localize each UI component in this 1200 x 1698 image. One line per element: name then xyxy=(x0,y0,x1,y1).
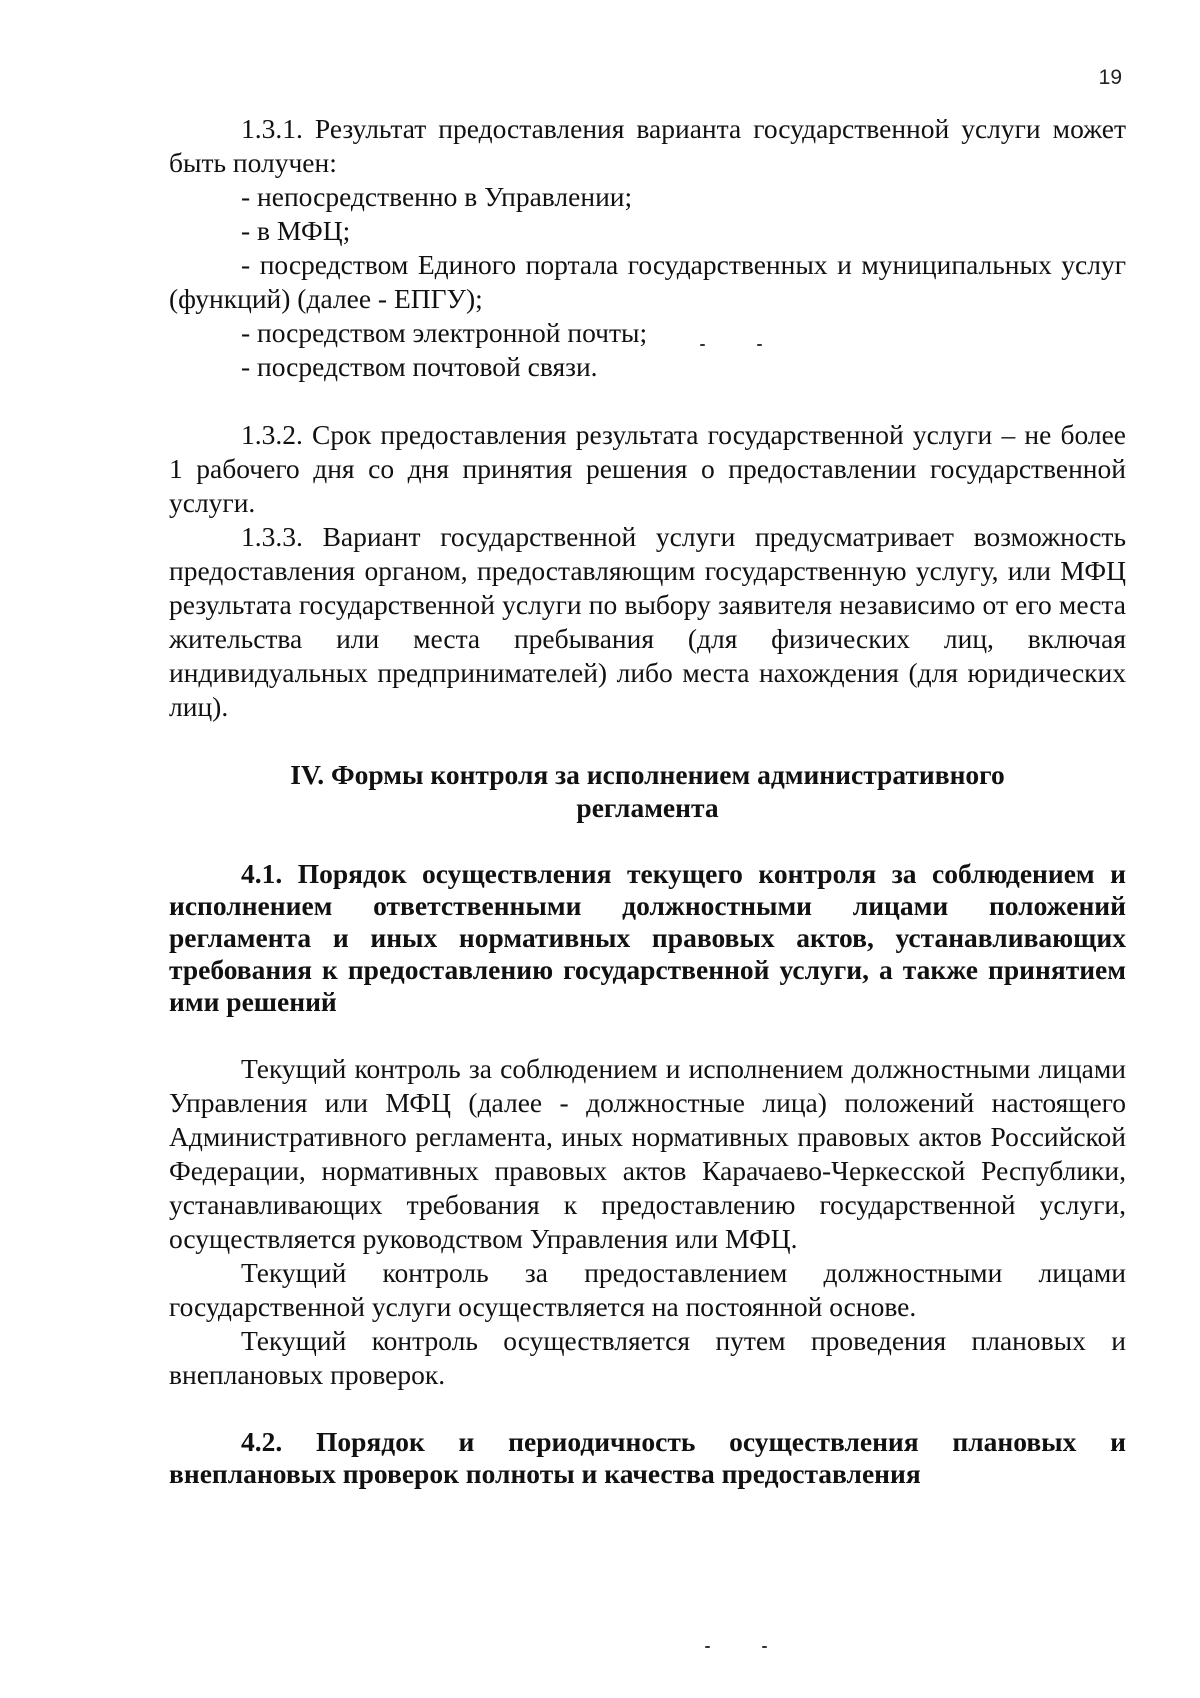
section-1-3-2-text: 1.3.2. Срок предоставления результата государственной услуги – не более 1 рабочего дня со дня принятия решения о предоставлении государственной услуги. xyxy=(169,419,1126,518)
spacer xyxy=(169,1392,1126,1426)
list-item-3: - посредством Единого портала государственных и муниципальных услуг (функций) (далее - ЕПГУ); xyxy=(169,249,1126,314)
section-1-3-3-text: 1.3.3. Вариант государственной услуги предусматривает возможность предоставления органом, предоставляющим государственную услугу, или МФЦ результата государственной услуги по выбору заявителя независимо от его места жительства или места пребывания (для физических лиц, включая индивидуальных предпринимателей) либо места нахождения (для юридических лиц). xyxy=(169,521,1126,722)
section-4-1-paragraph-2: Текущий контроль за предоставлением должностными лицами государственной услуги осуществляется на постоянной основе. xyxy=(169,1257,1126,1322)
section-iv-title: IV. Формы контроля за исполнением административного регламента xyxy=(290,759,1005,823)
section-1-3-1-intro: 1.3.1. Результат предоставления варианта государственной услуги может быть получен: xyxy=(169,113,1126,178)
spacer xyxy=(169,1018,1126,1052)
scan-speck xyxy=(700,344,705,346)
list-item-1: - непосредственно в Управлении; xyxy=(241,181,633,212)
spacer xyxy=(169,824,1126,858)
page-number: 19 xyxy=(1098,66,1122,89)
section-4-1-paragraph-3: Текущий контроль осуществляется путем проведения плановых и внеплановых проверок. xyxy=(169,1325,1126,1390)
spacer xyxy=(169,384,1126,418)
section-4-1-paragraph-1: Текущий контроль за соблюдением и исполнением должностными лицами Управления или МФЦ (далее - должностные лица) положений настоящего Административного регламента, иных нормативных правовых актов Российской Федерации, нормативных правовых актов Карачаево-Черкесской Республики, устанавливающих требования к предоставлению государственной услуги, осуществляется руководством Управления или МФЦ. xyxy=(169,1053,1126,1254)
section-4-2-title: 4.2. Порядок и периодичность осуществления плановых и внеплановых проверок полноты и качества предоставления xyxy=(169,1426,1126,1489)
list-item-5: - посредством почтовой связи. xyxy=(241,351,598,382)
page-content xyxy=(169,112,1126,1490)
scan-speck xyxy=(762,1646,767,1648)
list-item-2: - в МФЦ; xyxy=(241,215,351,246)
section-4-1-title: 4.1. Порядок осуществления текущего контроля за соблюдением и исполнением ответственными должностными лицами положений регламента и иных нормативных правовых актов, устанавливающих требования к предоставлению государственной услуги, а также принятием ими решений xyxy=(169,858,1126,1017)
scan-speck xyxy=(757,344,762,346)
spacer xyxy=(169,724,1126,758)
scan-speck xyxy=(705,1646,710,1648)
list-item-4: - посредством электронной почты; xyxy=(241,317,648,348)
